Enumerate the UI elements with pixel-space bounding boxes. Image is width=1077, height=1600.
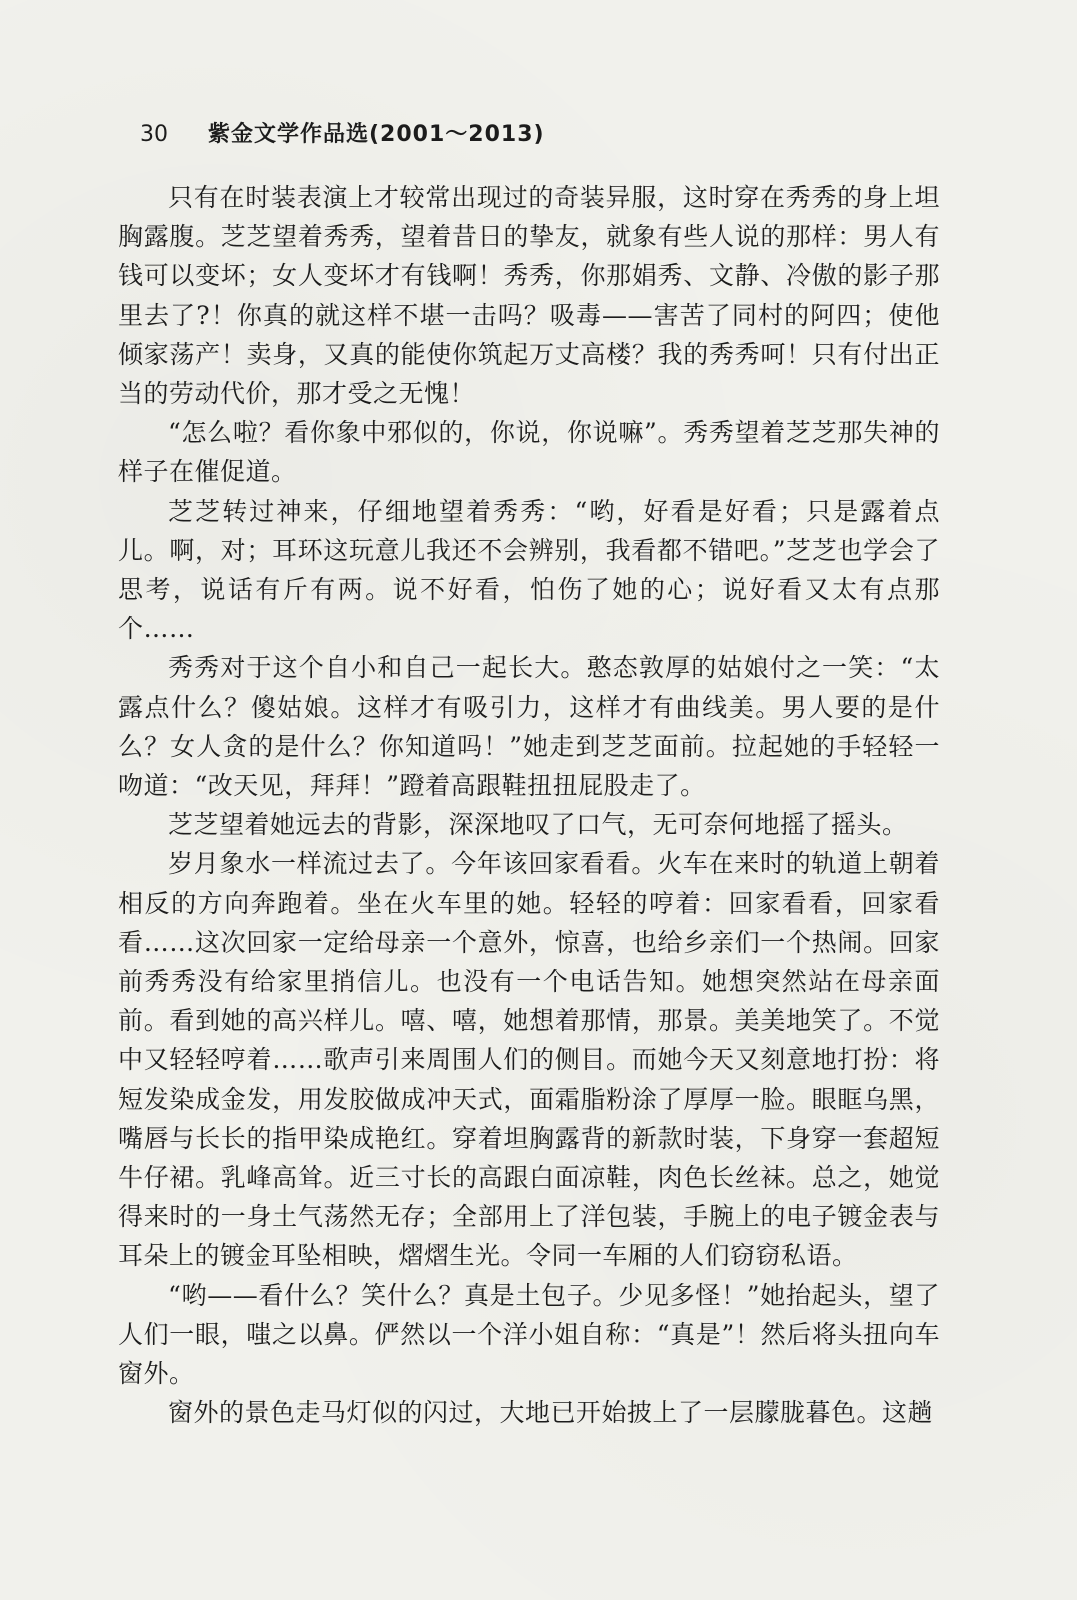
page-number: 30 [140,122,168,147]
paragraph: “怎么啦？看你象中邪似的，你说，你说嘛”。秀秀望着芝芝那失神的样子在催促道。 [118,418,940,487]
paragraph: 只有在时装表演上才较常出现过的奇装异服，这时穿在秀秀的身上坦胸露腹。芝芝望着秀秀，望着昔日的挚友，就象有些人说的那样：男人有钱可以变坏；女人变坏才有钱啊！秀秀，你那娟秀、文静、冷傲的影子那里去了?！你真的就这样不堪一击吗？吸毒——害苦了同村的阿四；使他倾家荡产！卖身，又真的能使你筑起万丈高楼？我的秀秀呵！只有付出正当的劳动代价，那才受之无愧！ [118,183,940,409]
body-text [118,178,940,1433]
paragraph: 岁月象水一样流过去了。今年该回家看看。火车在来时的轨道上朝着相反的方向奔跑着。坐在火车里的她。轻轻的哼着：回家看看，回家看看……这次回家一定给母亲一个意外，惊喜，也给乡亲们一个热闹。回家前秀秀没有给家里捎信儿。也没有一个电话告知。她想突然站在母亲面前。看到她的高兴样儿。嘻、嘻，她想着那情，那景。美美地笑了。不觉中又轻轻哼着……歌声引来周围人们的侧目。而她今天又刻意地打扮：将短发染成金发，用发胶做成冲天式，面霜脂粉涂了厚厚一脸。眼眶乌黑，嘴唇与长长的指甲染成艳红。穿着坦胸露背的新款时装，下身穿一套超短牛仔裙。乳峰高耸。近三寸长的高跟白面凉鞋，肉色长丝袜。总之，她觉得来时的一身土气荡然无存；全部用上了洋包装，手腕上的电子镀金表与耳朵上的镀金耳坠相映，熠熠生光。令同一车厢的人们窃窃私语。 [118,849,940,1271]
page-header [140,120,545,150]
paragraph: “哟——看什么？笑什么？真是土包子。少见多怪！”她抬起头，望了人们一眼，嗤之以鼻。俨然以一个洋小姐自称：“真是”！然后将头扭向车窗外。 [118,1280,940,1389]
paragraph: 芝芝转过神来，仔细地望着秀秀：“哟，好看是好看；只是露着点儿。啊，对；耳环这玩意儿我还不会辨别，我看都不错吧。”芝芝也学会了思考，说话有斤有两。说不好看，怕伤了她的心；说好看又太有点那个…… [118,496,940,644]
paragraph: 芝芝望着她远去的背影，深深地叹了口气，无可奈何地摇了摇头。 [168,810,908,840]
paragraph: 秀秀对于这个自小和自己一起长大。憨态敦厚的姑娘付之一笑：“太露点什么？傻姑娘。这样才有吸引力，这样才有曲线美。男人要的是什么？女人贪的是什么？你知道吗！”她走到芝芝面前。拉起她的手轻轻一吻道：“改天见，拜拜！”蹬着高跟鞋扭扭屁股走了。 [118,653,940,801]
book-title: 紫金文学作品选(2001～2013) [208,122,545,147]
paragraph: 窗外的景色走马灯似的闪过，大地已开始披上了一层朦胧暮色。这趟 [168,1398,934,1428]
